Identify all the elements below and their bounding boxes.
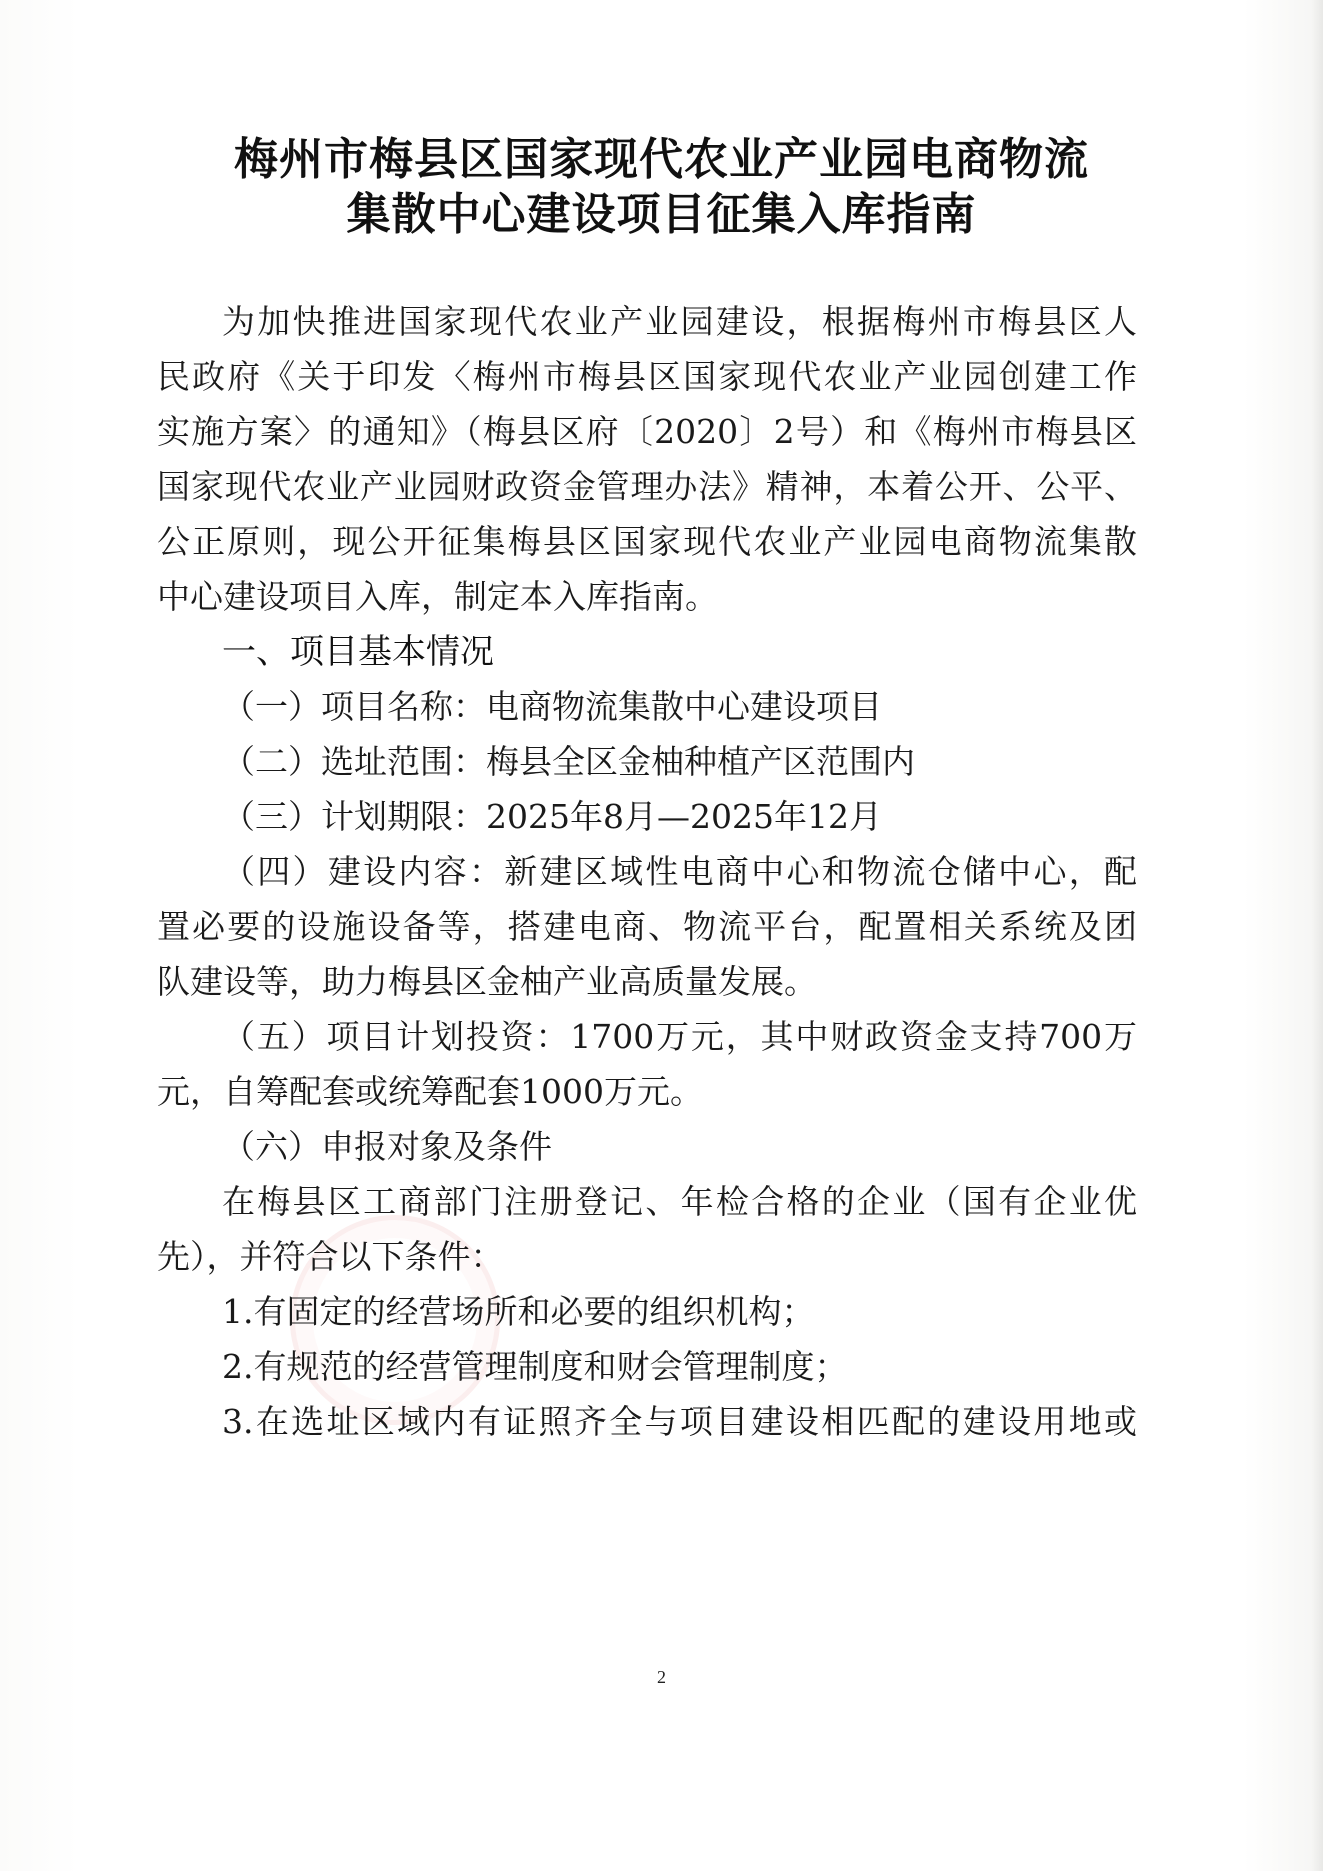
intro-paragraph-line-4: 国家现代农业产业园财政资金管理办法》精神，本着公开、公平、: [157, 467, 1137, 506]
eligibility-line-1: 在梅县区工商部门注册登记、年检合格的企业（国有企业优: [222, 1182, 1137, 1221]
condition-item-3: 3.在选址区域内有证照齐全与项目建设相匹配的建设用地或: [222, 1402, 1137, 1441]
intro-paragraph-line-6: 中心建设项目入库，制定本入库指南。: [157, 577, 718, 616]
intro-paragraph-line-5: 公正原则，现公开征集梅县区国家现代农业产业园电商物流集散: [157, 522, 1137, 561]
item-investment-line-2: 元，自筹配套或统筹配套1000万元。: [157, 1072, 703, 1111]
page-edge-shadow: [1311, 0, 1323, 1871]
item-site-scope: （二）选址范围：梅县全区金柚种植产区范围内: [222, 742, 915, 781]
intro-paragraph-line-1: 为加快推进国家现代农业产业园建设，根据梅州市梅县区人: [222, 302, 1137, 341]
item-applicant-conditions: （六）申报对象及条件: [222, 1127, 552, 1166]
item-construction-line-3: 队建设等，助力梅县区金柚产业高质量发展。: [157, 962, 817, 1001]
condition-item-2: 2.有规范的经营管理制度和财会管理制度；: [222, 1347, 848, 1386]
item-investment-line-1: （五）项目计划投资：1700万元，其中财政资金支持700万: [222, 1017, 1137, 1056]
intro-paragraph-line-3: 实施方案〉的通知》（梅县区府〔2020〕2号）和《梅州市梅县区: [157, 412, 1137, 451]
page-number: 2: [657, 1667, 666, 1687]
condition-item-1: 1.有固定的经营场所和必要的组织机构；: [222, 1292, 815, 1331]
eligibility-line-2: 先），并符合以下条件：: [157, 1237, 504, 1276]
item-construction-line-1: （四）建设内容：新建区域性电商中心和物流仓储中心，配: [222, 852, 1137, 891]
intro-paragraph-line-2: 民政府《关于印发〈梅州市梅县区国家现代农业产业园创建工作: [157, 357, 1137, 396]
item-plan-period: （三）计划期限：2025年8月—2025年12月: [222, 797, 882, 836]
document-title-line-1: 梅州市梅县区国家现代农业产业园电商物流: [234, 134, 1089, 185]
document-title-line-2: 集散中心建设项目征集入库指南: [346, 189, 977, 240]
item-project-name: （一）项目名称：电商物流集散中心建设项目: [222, 687, 882, 726]
item-construction-line-2: 置必要的设施设备等，搭建电商、物流平台，配置相关系统及团: [157, 907, 1137, 946]
section-1-heading: 一、项目基本情况: [222, 632, 494, 672]
